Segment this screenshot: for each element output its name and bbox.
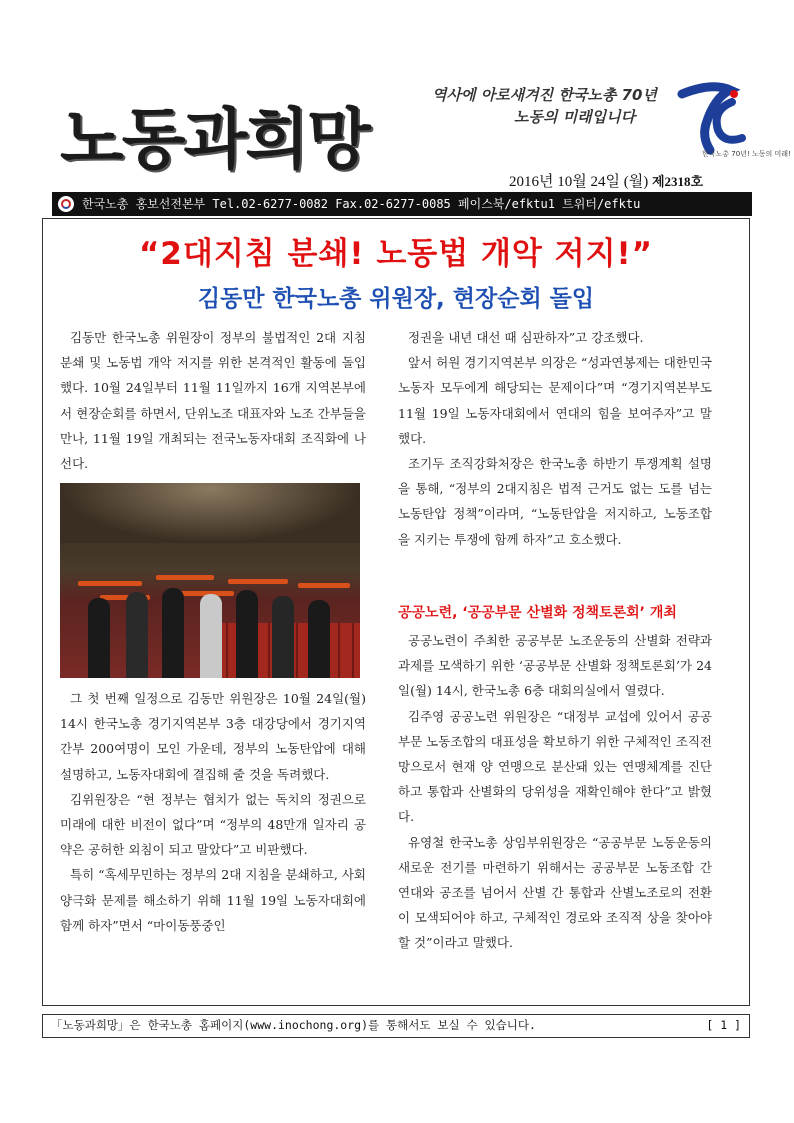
section-heading: 공공노련, ‘공공부문 산별화 정책토론회’ 개최 [398,605,677,621]
union-70th-emblem-icon [672,80,791,160]
issue-number: 제2318호 [651,174,704,189]
slogan-line-1: 역사에 아로새겨진 한국노총 70년 [432,86,657,104]
article-subheadline: 김동만 한국노총 위원장, 현장순회 돌입 [197,286,595,312]
paragraph: 그 첫 번째 일정으로 김동만 위원장은 10월 24일(월) 14시 한국노총 경기지역본부 3층 대강당에서 경기지역 간부 200여명이 모인 가운데, 정부의 노동탄압에 대해 설명하고, 노동자대회에 결집해 줄 것을 독려했다. [60,691,366,782]
left-column-bottom [60,686,366,938]
event-photo [60,483,360,678]
page-footer [42,1014,750,1038]
newsletter-title: 노동과희망 [60,100,369,178]
paragraph: 김위원장은 “현 정부는 협치가 없는 독치의 정권으로 미래에 대한 비전이 없다”며 “정부의 48만개 일자리 공약은 공허한 외침이 되고 말았다”고 비판했다. [60,791,366,858]
paragraph: 조기두 조직강화처장은 한국노총 하반기 투쟁계획 설명을 통해, “정부의 2대지침은 법적 근거도 없는 도를 넘는 노동탄압 정책”이라며, “노동탄압을 저지하고, 노동조합을 지키는 투쟁에 함께 하자”고 호소했다. [398,456,712,547]
article-headline: “2대지침 분쇄! 노동법 개악 저지!” [138,236,654,272]
footer-notice: 「노동과희망」은 한국노총 홈페이지(www.inochong.org)를 통해서도 보실 수 있습니다. [51,1018,536,1032]
issue-date-line [509,170,703,191]
contact-info-text: 한국노총 홍보선전본부 Tel.02-6277-0082 Fax.02-6277-0085 페이스북/efktu1 트위터/efktu [82,197,641,211]
right-column-top [398,325,712,552]
paragraph: 정권을 내년 대선 때 심판하자”고 강조했다. [408,330,644,345]
paragraph: 공공노련이 주최한 공공부문 노조운동의 산별화 전략과 과제를 모색하기 위한 ‘공공부문 산별화 정책토론회’가 24일(월) 14시, 한국노총 6층 대회의실에서 열렸다. [398,633,712,699]
paragraph: 김동만 한국노총 위원장이 정부의 불법적인 2대 지침 분쇄 및 노동법 개악 저지를 위한 본격적인 활동에 돌입했다. 10월 24일부터 11월 11일까지 16개 지역본부에서 현장순회를 하면서, 단위노조 대표자와 노조 간부들을 만나, 11월 19일 개최되는 전국노동자대회 조직화에 나선다. [60,330,366,472]
page-number: [ 1 ] [706,1018,741,1032]
masthead [52,80,791,190]
paragraph: 앞서 허원 경기지역본부 의장은 “성과연봉제는 대한민국 노동자 모두에게 해당되는 문제이다”며 “경기지역본부도 11월 19일 노동자대회에서 연대의 힘을 보여주자”고 말했다. [398,355,712,446]
emblem-caption: 한국노총 70년! 노동의 미래! [702,150,791,158]
paragraph: 김주영 공공노련 위원장은 “대정부 교섭에 있어서 공공부문 노동조합의 대표성을 확보하기 위한 구체적인 조직전망으로서 현재 양 연맹으로 분산돼 있는 연맹체계를 진단하고 통합과 산별화의 당위성을 재확인해야 한다”고 밝혔다. [398,708,712,825]
left-column-top [60,325,366,476]
union-logo-icon [58,196,74,212]
paragraph: 유영철 한국노총 상임부위원장은 “공공부문 노동운동의 새로운 전기를 마련하기 위해서는 공공부문 노동조합 간 연대와 공조를 넘어서 산별 간 통합과 산별노조로의 전환이 모색되어야 하고, 구체적인 경로와 조직적 상을 찾아야 할 것”이라고 말했다. [398,834,712,951]
right-column-bottom [398,628,712,956]
paragraph: 특히 “혹세무민하는 정부의 2대 지침을 분쇄하고, 사회양극화 문제를 해소하기 위해 11월 19일 노동자대회에 함께 하자”면서 “마이동풍중인 [60,867,366,933]
contact-info-bar [52,192,752,216]
slogan-line-2: 노동의 미래입니다 [514,108,636,126]
issue-date: 2016년 10월 24일 (월) [509,174,649,190]
